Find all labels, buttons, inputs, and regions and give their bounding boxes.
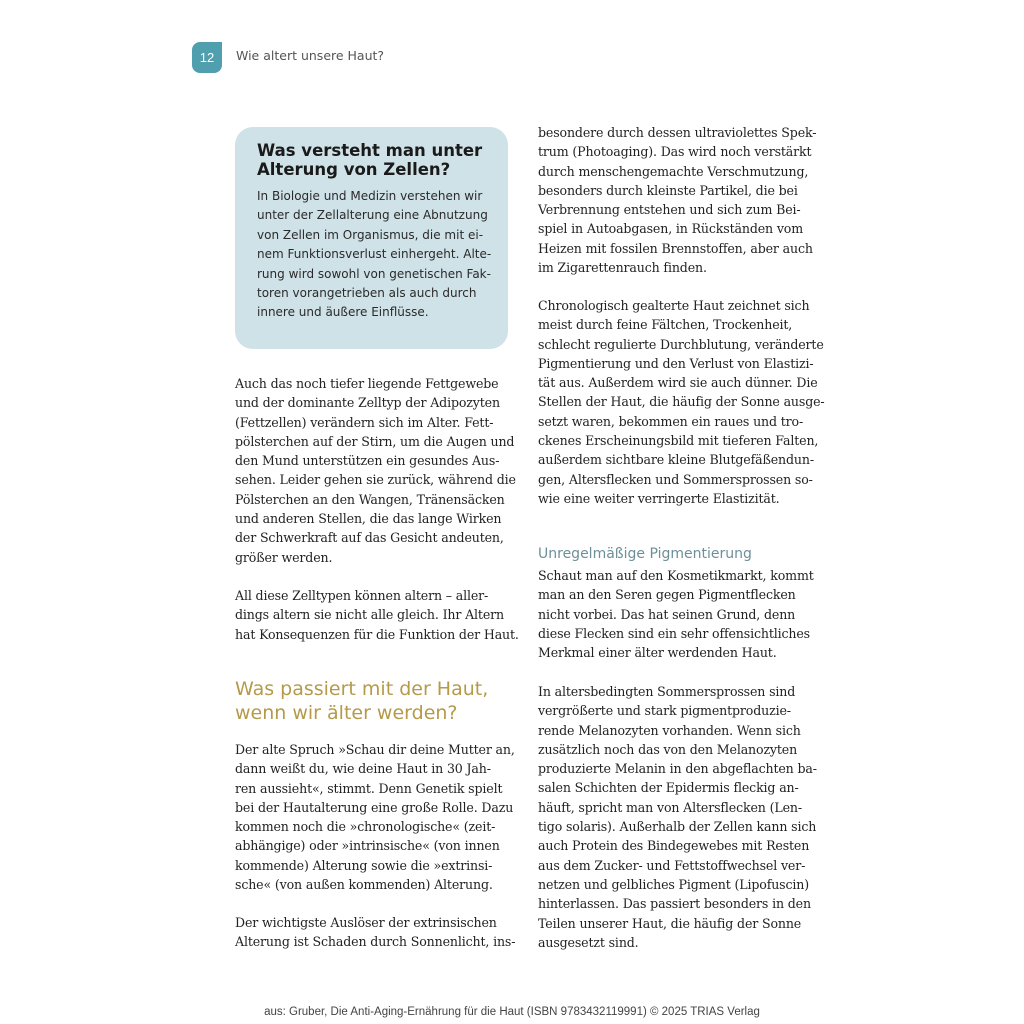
text-line: rende Melanozyten vorhanden. Wenn sich xyxy=(538,722,801,738)
text-line: dings altern sie nicht alle gleich. Ihr Altern xyxy=(235,607,504,623)
right-paragraph-photoaging xyxy=(538,123,816,277)
left-paragraph-fat-tissue xyxy=(235,374,516,567)
text-line: abhängige) oder »intrinsische« (von innen xyxy=(235,838,500,854)
text-line: vergrößerte und stark pigmentproduzie- xyxy=(538,703,791,719)
text-line: kommende) Alterung sowie die »extrinsi- xyxy=(235,857,493,873)
section-heading-line: Was passiert mit der Haut, xyxy=(235,678,489,700)
text-line: kommen noch die »chronologische« (zeit- xyxy=(235,819,496,835)
text-line: Chronologisch gealterte Haut zeichnet sich xyxy=(538,298,810,313)
left-paragraph-sunlight xyxy=(235,913,515,952)
text-line: der Schwerkraft auf das Gesicht andeuten, xyxy=(235,530,504,546)
text-line: und der dominante Zelltyp der Adipozyten xyxy=(235,395,500,411)
text-line: sehen. Leider gehen sie zurück, während die xyxy=(235,472,516,488)
text-line: Alterung ist Schaden durch Sonnenlicht, ins- xyxy=(235,934,516,950)
text-line: gen, Altersflecken und Sommersprossen so- xyxy=(538,471,813,487)
section-heading xyxy=(235,677,488,725)
text-line: besondere durch dessen ultraviolettes Spek- xyxy=(538,125,817,140)
text-line: ausgesetzt sind. xyxy=(538,934,639,950)
definition-box-line: innere und äußere Einflüsse. xyxy=(257,305,429,320)
text-line: besonders durch kleinste Partikel, die bei xyxy=(538,182,798,198)
text-line: spiel in Autoabgasen, in Rückständen vom xyxy=(538,221,804,237)
right-paragraph-chronological xyxy=(538,296,825,508)
text-line: häuft, spricht man von Altersflecken (Len- xyxy=(538,799,802,815)
left-paragraph-genetics xyxy=(235,740,515,894)
text-line: tigo solaris). Außerhalb der Zellen kann sich xyxy=(538,819,817,835)
text-line: (Fettzellen) verändern sich im Alter. Fett- xyxy=(235,414,494,430)
definition-box-line: nem Funktionsverlust einhergeht. Alte- xyxy=(257,247,492,262)
text-line: All diese Zelltypen können altern – aller- xyxy=(235,588,489,603)
definition-box-line: In Biologie und Medizin verstehen wir xyxy=(257,189,483,203)
text-line: Der wichtigste Auslöser der extrinsischen xyxy=(235,915,497,930)
definition-box xyxy=(235,127,508,349)
text-line: sche« (von außen kommenden) Alterung. xyxy=(235,877,493,893)
definition-box-line: rung wird sowohl von genetischen Fak- xyxy=(257,266,491,281)
right-paragraph-melanocytes xyxy=(538,682,817,952)
definition-box-title-line: Was versteht man unter xyxy=(257,141,483,160)
definition-box-body xyxy=(257,187,494,323)
text-line: diese Flecken sind ein sehr offensichtliches xyxy=(538,625,810,641)
text-line: Merkmal einer älter werdenden Haut. xyxy=(538,645,777,661)
text-line: man an den Seren gegen Pigmentflecken xyxy=(538,587,796,603)
text-line: In altersbedingten Sommersprossen sind xyxy=(538,684,796,699)
text-line: außerdem sichtbare kleine Blutgefäßendun- xyxy=(538,452,814,468)
subsection-heading: Unregelmäßige Pigmentierung xyxy=(538,546,752,562)
text-line: Verbrennung entstehen und sich zum Bei- xyxy=(538,202,801,218)
section-heading-line: wenn wir älter werden? xyxy=(235,702,458,724)
text-line: Schaut man auf den Kosmetikmarkt, kommt xyxy=(538,568,814,583)
text-line: ren aussieht«, stimmt. Denn Genetik spielt xyxy=(235,780,503,796)
text-line: größer werden. xyxy=(235,549,333,565)
text-line: setzt waren, bekommen ein raues und tro- xyxy=(538,413,804,429)
text-line: meist durch feine Fältchen, Trockenheit, xyxy=(538,317,793,333)
text-line: Pigmentierung und den Verlust von Elastizi- xyxy=(538,355,814,371)
text-line: auch Protein des Bindegewebes mit Resten xyxy=(538,838,810,854)
text-line: zusätzlich noch das von den Melanozyten xyxy=(538,741,798,757)
text-line: bei der Hautalterung eine große Rolle. Dazu xyxy=(235,799,514,815)
text-line: Heizen mit fossilen Brennstoffen, aber auch xyxy=(538,240,813,256)
text-line: hinterlassen. Das passiert besonders in den xyxy=(538,896,811,912)
text-line: trum (Photoaging). Das wird noch verstärkt xyxy=(538,144,812,160)
text-line: nicht vorbei. Das hat seinen Grund, denn xyxy=(538,606,796,622)
text-line: pölsterchen auf der Stirn, um die Augen und xyxy=(235,433,515,449)
text-line: schlecht regulierte Durchblutung, veränderte xyxy=(538,336,824,352)
definition-box-line: toren vorangetrieben als auch durch xyxy=(257,286,477,301)
text-line: Der alte Spruch »Schau dir deine Mutter an, xyxy=(235,742,515,757)
text-line: salen Schichten der Epidermis fleckig an- xyxy=(538,780,799,796)
right-paragraph-cosmetics-market xyxy=(538,566,814,662)
text-line: wie eine weiter verringerte Elastizität. xyxy=(538,490,780,506)
definition-box-line: von Zellen im Organismus, die mit ei- xyxy=(257,227,484,242)
text-line: netzen und gelbliches Pigment (Lipofuscin) xyxy=(538,876,809,892)
page-number: 12 xyxy=(199,50,215,65)
text-line: und anderen Stellen, die das lange Wirken xyxy=(235,511,502,527)
text-line: Pölsterchen an den Wangen, Tränensäcken xyxy=(235,491,505,507)
running-title: Wie altert unsere Haut? xyxy=(236,48,385,63)
definition-box-title xyxy=(257,141,494,179)
text-line: produzierte Melanin in den abgeflachten ba- xyxy=(538,761,817,777)
page-number-badge xyxy=(192,42,222,73)
text-line: hat Konsequenzen für die Funktion der Haut. xyxy=(235,626,519,642)
source-citation: aus: Gruber, Die Anti-Aging-Ernährung für die Haut (ISBN 9783432119991) © 2025 TRIAS Verlag xyxy=(264,1006,760,1018)
text-line: aus dem Zucker- und Fettstoffwechsel ver- xyxy=(538,857,806,873)
definition-box-title-line: Alterung von Zellen? xyxy=(257,160,451,179)
text-line: dann weißt du, wie deine Haut in 30 Jah- xyxy=(235,761,491,777)
text-line: den Mund unterstützen ein gesundes Aus- xyxy=(235,453,500,469)
text-line: Teilen unserer Haut, die häufig der Sonne xyxy=(538,915,802,931)
text-line: Stellen der Haut, die häufig der Sonne ausge- xyxy=(538,394,825,410)
definition-box-line: unter der Zellalterung eine Abnutzung xyxy=(257,208,488,223)
left-paragraph-cell-types xyxy=(235,586,519,644)
text-line: durch menschengemachte Verschmutzung, xyxy=(538,163,809,179)
text-line: ckenes Erscheinungsbild mit tieferen Falten, xyxy=(538,433,819,449)
text-line: im Zigarettenrauch finden. xyxy=(538,260,707,276)
text-line: tät aus. Außerdem wird sie auch dünner. Die xyxy=(538,375,818,391)
text-line: Auch das noch tiefer liegende Fettgewebe xyxy=(235,376,499,391)
